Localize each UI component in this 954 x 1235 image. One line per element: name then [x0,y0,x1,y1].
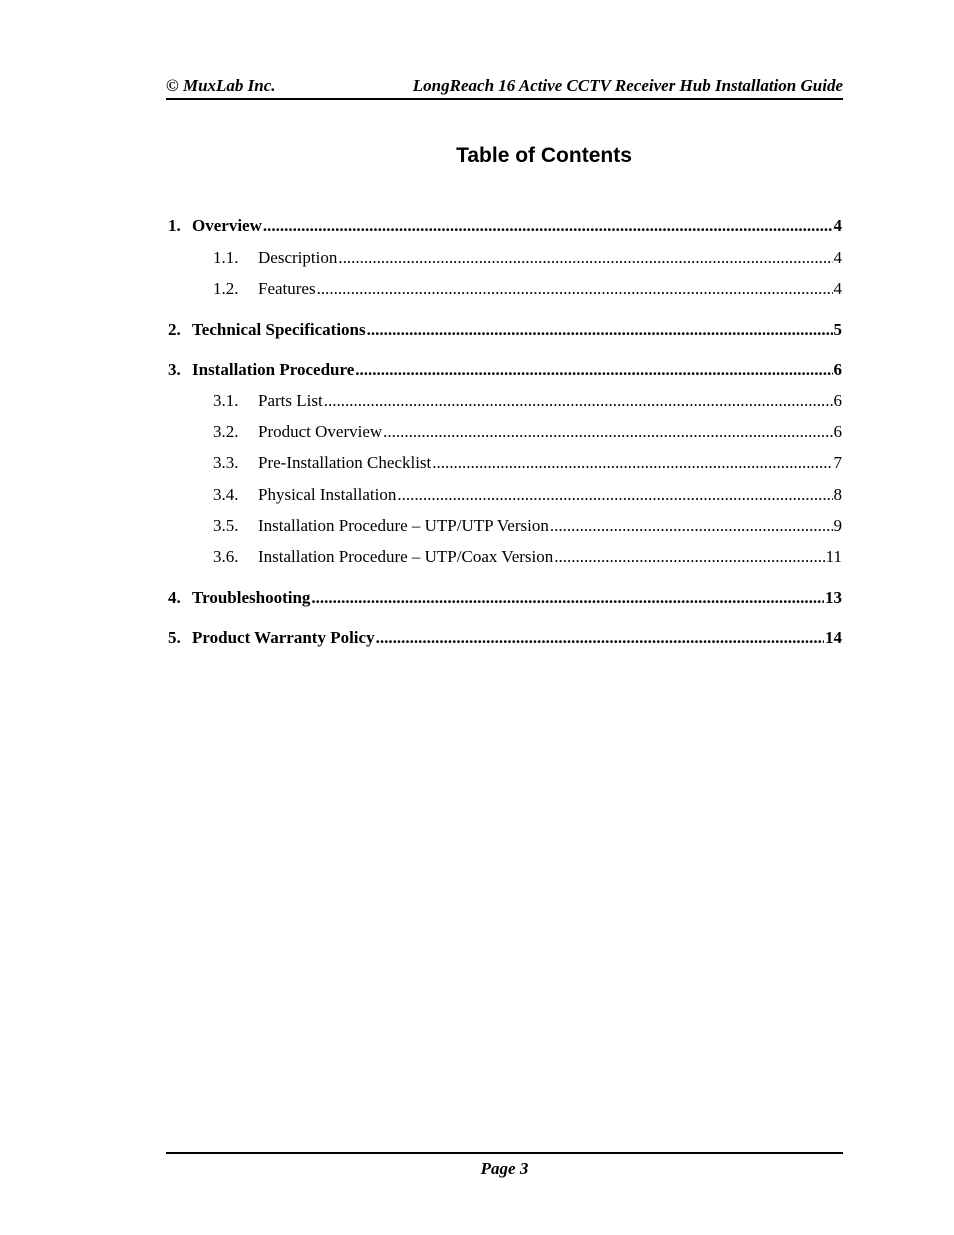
toc-entry-number: 3.5. [213,516,239,535]
toc-entry-features[interactable] [213,278,842,300]
page-title: Table of Contents [456,144,632,167]
toc-entry-page: 13 [825,588,842,607]
toc-entry-label: Product Overview [258,422,383,441]
toc-entry-label: Pre-Installation Checklist [258,453,432,472]
dot-leader [376,627,824,649]
toc-entry-page: 6 [833,422,842,441]
toc-entry-label: Installation Procedure [192,360,355,379]
toc-entry-number: 3.1. [213,391,239,410]
toc-entry-number: 3.3. [213,453,239,472]
toc-entry-page: 5 [833,320,842,339]
dot-leader [317,278,833,300]
toc-entry-description[interactable] [213,247,842,269]
toc-entry-product-overview[interactable] [213,421,842,443]
toc-entry-parts-list[interactable] [213,390,842,412]
toc-entry-installation-procedure[interactable] [168,359,842,381]
toc-entry-troubleshooting[interactable] [168,587,842,609]
toc-entry-number: 3.4. [213,485,239,504]
toc-entry-label: Description [258,248,338,267]
toc-entry-page: 11 [825,547,842,566]
toc-entry-number: 2. [168,320,181,339]
toc-entry-number: 4. [168,588,181,607]
page-footer [166,1152,843,1179]
toc-entry-product-warranty-policy[interactable] [168,627,842,649]
dot-leader [311,587,824,609]
dot-leader [367,319,833,341]
toc-entry-label: Overview [192,216,262,235]
toc-entry-installation-utp-coax[interactable] [213,546,842,568]
dot-leader [432,452,832,474]
toc-entry-page: 6 [833,391,842,410]
toc-entry-label: Physical Installation [258,485,397,504]
toc-entry-label: Parts List [258,391,323,410]
page-header [166,76,843,100]
dot-leader [397,484,832,506]
toc-entry-installation-utp-utp[interactable] [213,515,842,537]
dot-leader [554,546,824,568]
toc-entry-page: 9 [833,516,842,535]
toc-entry-label: Technical Specifications [192,320,366,339]
dot-leader [338,247,832,269]
toc-entry-number: 1.2. [213,279,239,298]
toc-entry-label: Installation Procedure – UTP/Coax Version [258,547,554,566]
toc-entry-overview[interactable] [168,215,842,237]
dot-leader [383,421,832,443]
toc-entry-page: 7 [833,453,842,472]
toc-entry-page: 8 [833,485,842,504]
toc-entry-page: 4 [833,248,842,267]
dot-leader [550,515,833,537]
toc-entry-physical-installation[interactable] [213,484,842,506]
toc-entry-page: 4 [833,279,842,298]
toc-entry-technical-specifications[interactable] [168,319,842,341]
toc-entry-number: 3.2. [213,422,239,441]
toc-entry-number: 3.6. [213,547,239,566]
toc-entry-label: Features [258,279,316,298]
toc-entry-number: 1.1. [213,248,239,267]
toc-entry-number: 3. [168,360,181,379]
header-copyright: © MuxLab Inc. [166,76,276,95]
dot-leader [263,215,833,237]
toc-entry-page: 6 [833,360,842,379]
dot-leader [355,359,832,381]
toc-entry-pre-installation-checklist[interactable] [213,452,842,474]
toc-entry-label: Installation Procedure – UTP/UTP Version [258,516,549,535]
toc-entry-page: 14 [825,628,842,647]
toc-entry-number: 1. [168,216,181,235]
toc-entry-page: 4 [833,216,842,235]
dot-leader [324,390,833,412]
toc-entry-label: Product Warranty Policy [192,628,375,647]
toc-entry-number: 5. [168,628,181,647]
page-number: Page 3 [480,1159,529,1178]
toc-entry-label: Troubleshooting [192,588,311,607]
header-document-title: LongReach 16 Active CCTV Receiver Hub Installation Guide [412,76,843,95]
